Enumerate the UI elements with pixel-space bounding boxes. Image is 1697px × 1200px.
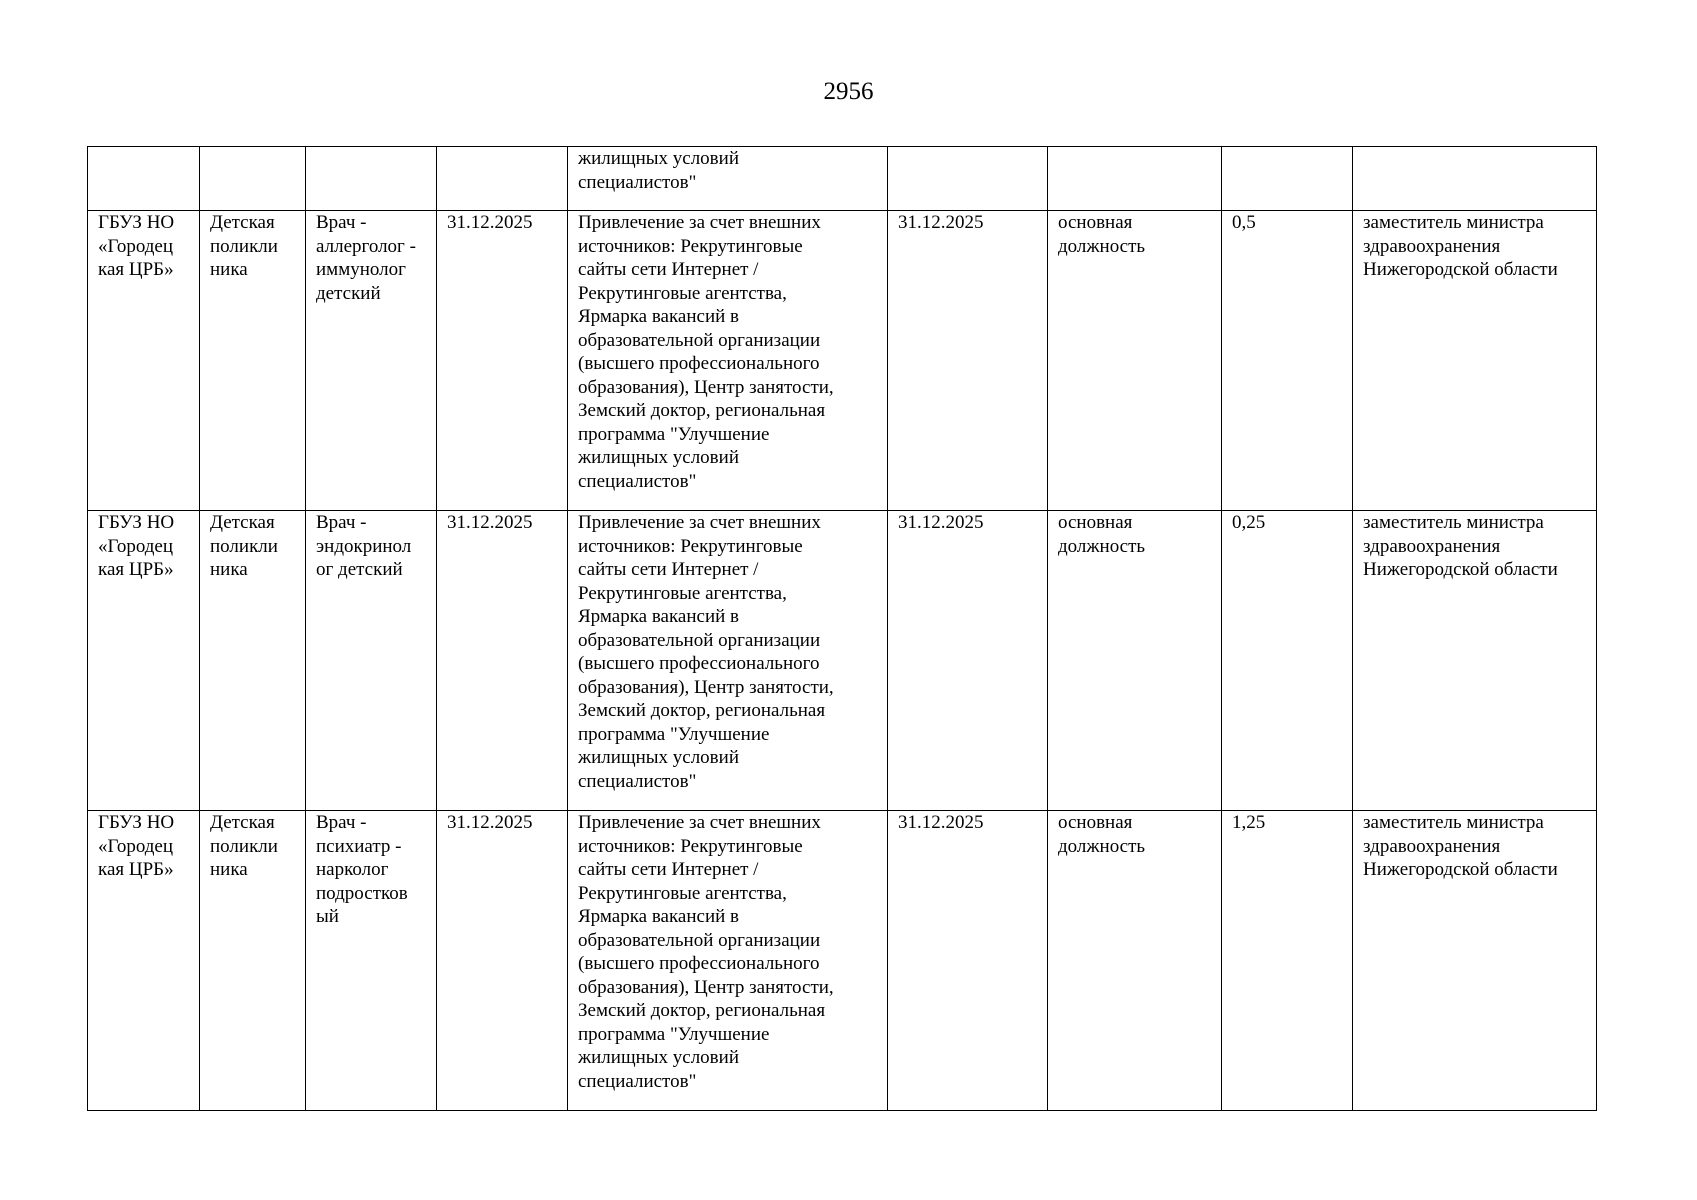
cell-responsible [1353, 211, 1597, 511]
date-text: 31.12.2025 [447, 812, 533, 833]
date-text: 31.12.2025 [447, 212, 533, 233]
cell-rate [1222, 147, 1353, 211]
cell-department [200, 211, 306, 511]
continuation-row [88, 147, 1597, 211]
organization-text: ГБУЗ НО «Городец кая ЦРБ» [98, 512, 175, 580]
employment-type-text: основная должность [1058, 512, 1146, 557]
staffing-table [87, 146, 1597, 1111]
table-row [88, 511, 1597, 811]
page-number: 2956 [823, 78, 874, 105]
cell-employment-type [1048, 511, 1222, 811]
rate-text: 0,5 [1232, 212, 1256, 233]
rate-text: 0,25 [1232, 512, 1266, 533]
cell-position [306, 511, 437, 811]
position-text: Врач - эндокринол ог детский [316, 512, 412, 580]
employment-type-text: основная должность [1058, 212, 1146, 257]
cell-responsible [1353, 511, 1597, 811]
cell-employment-type [1048, 811, 1222, 1111]
cell-deadline [888, 511, 1048, 811]
rate-text: 1,25 [1232, 812, 1266, 833]
employment-type-text: основная должность [1058, 812, 1146, 857]
position-text: Врач - аллерголог - иммунолог детский [316, 212, 416, 304]
deadline-text: 31.12.2025 [898, 812, 984, 833]
cell-date [437, 211, 568, 511]
cell-organization [88, 811, 200, 1111]
cell-activity [568, 147, 888, 211]
cell-position [306, 211, 437, 511]
table-row [88, 211, 1597, 511]
cell-date [437, 811, 568, 1111]
cell-department [200, 147, 306, 211]
cell-rate [1222, 211, 1353, 511]
organization-text: ГБУЗ НО «Городец кая ЦРБ» [98, 812, 175, 880]
department-text: Детская поликли ника [210, 812, 278, 880]
cell-rate [1222, 511, 1353, 811]
cell-activity [568, 211, 888, 511]
deadline-text: 31.12.2025 [898, 212, 984, 233]
cell-position [306, 147, 437, 211]
cell-organization [88, 147, 200, 211]
cell-department [200, 511, 306, 811]
activity-text: Привлечение за счет внешних источников: Рекрутинговые сайты сети Интернет / Рекрутинговые агентства, Ярмарка вакансий в образовательной организации (высшего профессионального образования), Центр занятости, Земский доктор, региональная программа "Улучшение жилищных условий специалистов" [578, 512, 834, 792]
cell-department [200, 811, 306, 1111]
deadline-text: 31.12.2025 [898, 512, 984, 533]
activity-text: Привлечение за счет внешних источников: Рекрутинговые сайты сети Интернет / Рекрутинговые агентства, Ярмарка вакансий в образовательной организации (высшего профессионального образования), Центр занятости, Земский доктор, региональная программа "Улучшение жилищных условий специалистов" [578, 812, 834, 1092]
activity-text: жилищных условий специалистов" [578, 148, 739, 193]
department-text: Детская поликли ника [210, 512, 278, 580]
table-row [88, 811, 1597, 1111]
cell-organization [88, 511, 200, 811]
cell-responsible [1353, 147, 1597, 211]
cell-employment-type [1048, 211, 1222, 511]
department-text: Детская поликли ника [210, 212, 278, 280]
cell-employment-type [1048, 147, 1222, 211]
cell-deadline [888, 147, 1048, 211]
cell-activity [568, 811, 888, 1111]
responsible-text: заместитель министра здравоохранения Нижегородской области [1363, 812, 1558, 880]
organization-text: ГБУЗ НО «Городец кая ЦРБ» [98, 212, 175, 280]
cell-date [437, 511, 568, 811]
cell-organization [88, 211, 200, 511]
cell-deadline [888, 811, 1048, 1111]
cell-date [437, 147, 568, 211]
responsible-text: заместитель министра здравоохранения Нижегородской области [1363, 212, 1558, 280]
cell-position [306, 811, 437, 1111]
date-text: 31.12.2025 [447, 512, 533, 533]
activity-text: Привлечение за счет внешних источников: Рекрутинговые сайты сети Интернет / Рекрутинговые агентства, Ярмарка вакансий в образовательной организации (высшего профессионального образования), Центр занятости, Земский доктор, региональная программа "Улучшение жилищных условий специалистов" [578, 212, 834, 492]
cell-rate [1222, 811, 1353, 1111]
cell-responsible [1353, 811, 1597, 1111]
position-text: Врач - психиатр - нарколог подростков ый [316, 812, 408, 927]
responsible-text: заместитель министра здравоохранения Нижегородской области [1363, 512, 1558, 580]
cell-deadline [888, 211, 1048, 511]
cell-activity [568, 511, 888, 811]
